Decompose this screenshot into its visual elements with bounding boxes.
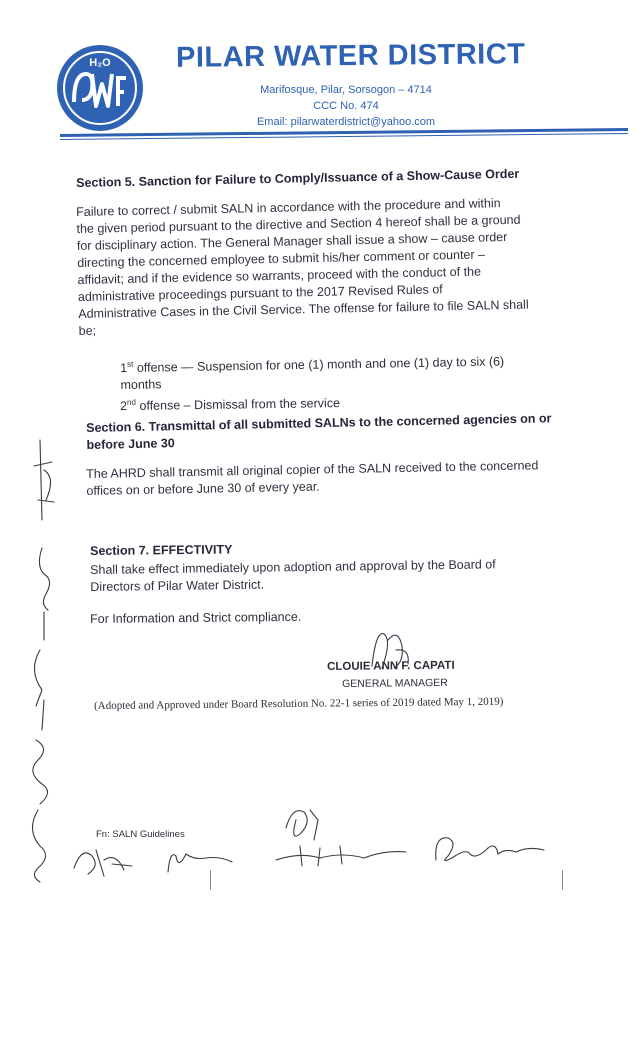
- paragraph-line: Directors of Pilar Water District.: [90, 577, 265, 594]
- bottom-signature: [436, 838, 544, 861]
- closing-line: For Information and Strict compliance.: [90, 609, 302, 626]
- section-6-heading: Section 6. Transmittal of all submitted SALNs to the concerned agencies on or before June 30: [86, 411, 552, 452]
- signatory-title: GENERAL MANAGER: [342, 676, 448, 690]
- paragraph-line: be;: [78, 323, 97, 338]
- paragraph-line: administrative proceedings pursuant to the 2017 Revised Rules of: [77, 282, 443, 304]
- paragraph-line: directing the concerned employee to submit his/her comment or counter –: [77, 247, 486, 270]
- ccc-number: CCC No. 474: [313, 100, 379, 112]
- signatory-name: CLOUIE ANN F. CAPATI: [327, 659, 455, 673]
- paragraph-line: affidavit; and if the evidence so warrants, proceed with the conduct of the: [77, 264, 482, 287]
- gm-signature: [372, 634, 408, 668]
- file-name-note: Fn: SALN Guidelines: [96, 829, 185, 840]
- edge-mark: [562, 870, 563, 890]
- adoption-note: (Adopted and Approved under Board Resolution No. 22-1 series of 2019 dated May 1, 2019): [94, 695, 504, 712]
- section-5-heading: Section 5. Sanction for Failure to Comply/Issuance of a Show-Cause Order: [76, 166, 520, 190]
- paragraph-line: for disciplinary action. The General Manager shall issue a show – cause order: [76, 229, 508, 253]
- address-line: Marifosque, Pilar, Sorsogon – 4714: [260, 84, 432, 96]
- paragraph-line: the given period pursuant to the directive and Section 4 hereof shall be a ground: [76, 212, 521, 236]
- edge-mark: [210, 870, 211, 890]
- margin-initial: [34, 650, 44, 730]
- paragraph-line: offices on or before June 30 of every year.: [86, 479, 320, 498]
- section-7-heading: Section 7. EFFECTIVITY: [90, 542, 233, 558]
- email-line: Email: pilarwaterdistrict@yahoo.com: [256, 116, 436, 128]
- bottom-initial: [168, 854, 232, 872]
- offense-number: 1: [120, 361, 128, 376]
- margin-initial: [34, 440, 54, 520]
- ordinal-suffix: st: [127, 359, 134, 369]
- bottom-signature: [276, 810, 406, 866]
- margin-initial: [39, 548, 49, 640]
- offense-text: offense — Suspension for one (1) month and one (1) day to six (6): [133, 354, 505, 375]
- logo-text: H₂O: [89, 57, 111, 69]
- ordinal-suffix: nd: [126, 397, 136, 407]
- margin-initial: [32, 810, 45, 882]
- offense-text: offense – Dismissal from the service: [135, 396, 341, 413]
- paragraph-line: Failure to correct / submit SALN in accordance with the procedure and within: [76, 196, 501, 219]
- bottom-initial: [74, 850, 132, 876]
- offense-number: 2: [120, 399, 128, 414]
- paragraph-line: The AHRD shall transmit all original copier of the SALN received to the concerned: [86, 458, 539, 481]
- organization-name: PILAR WATER DISTRICT: [175, 38, 526, 74]
- offense-text: months: [120, 377, 162, 393]
- paragraph-line: Shall take effect immediately upon adoption and approval by the Board of: [90, 557, 496, 577]
- margin-initial: [33, 740, 48, 804]
- paragraph-line: Administrative Cases in the Civil Service. The offense for failure to file SALN shall: [78, 297, 529, 321]
